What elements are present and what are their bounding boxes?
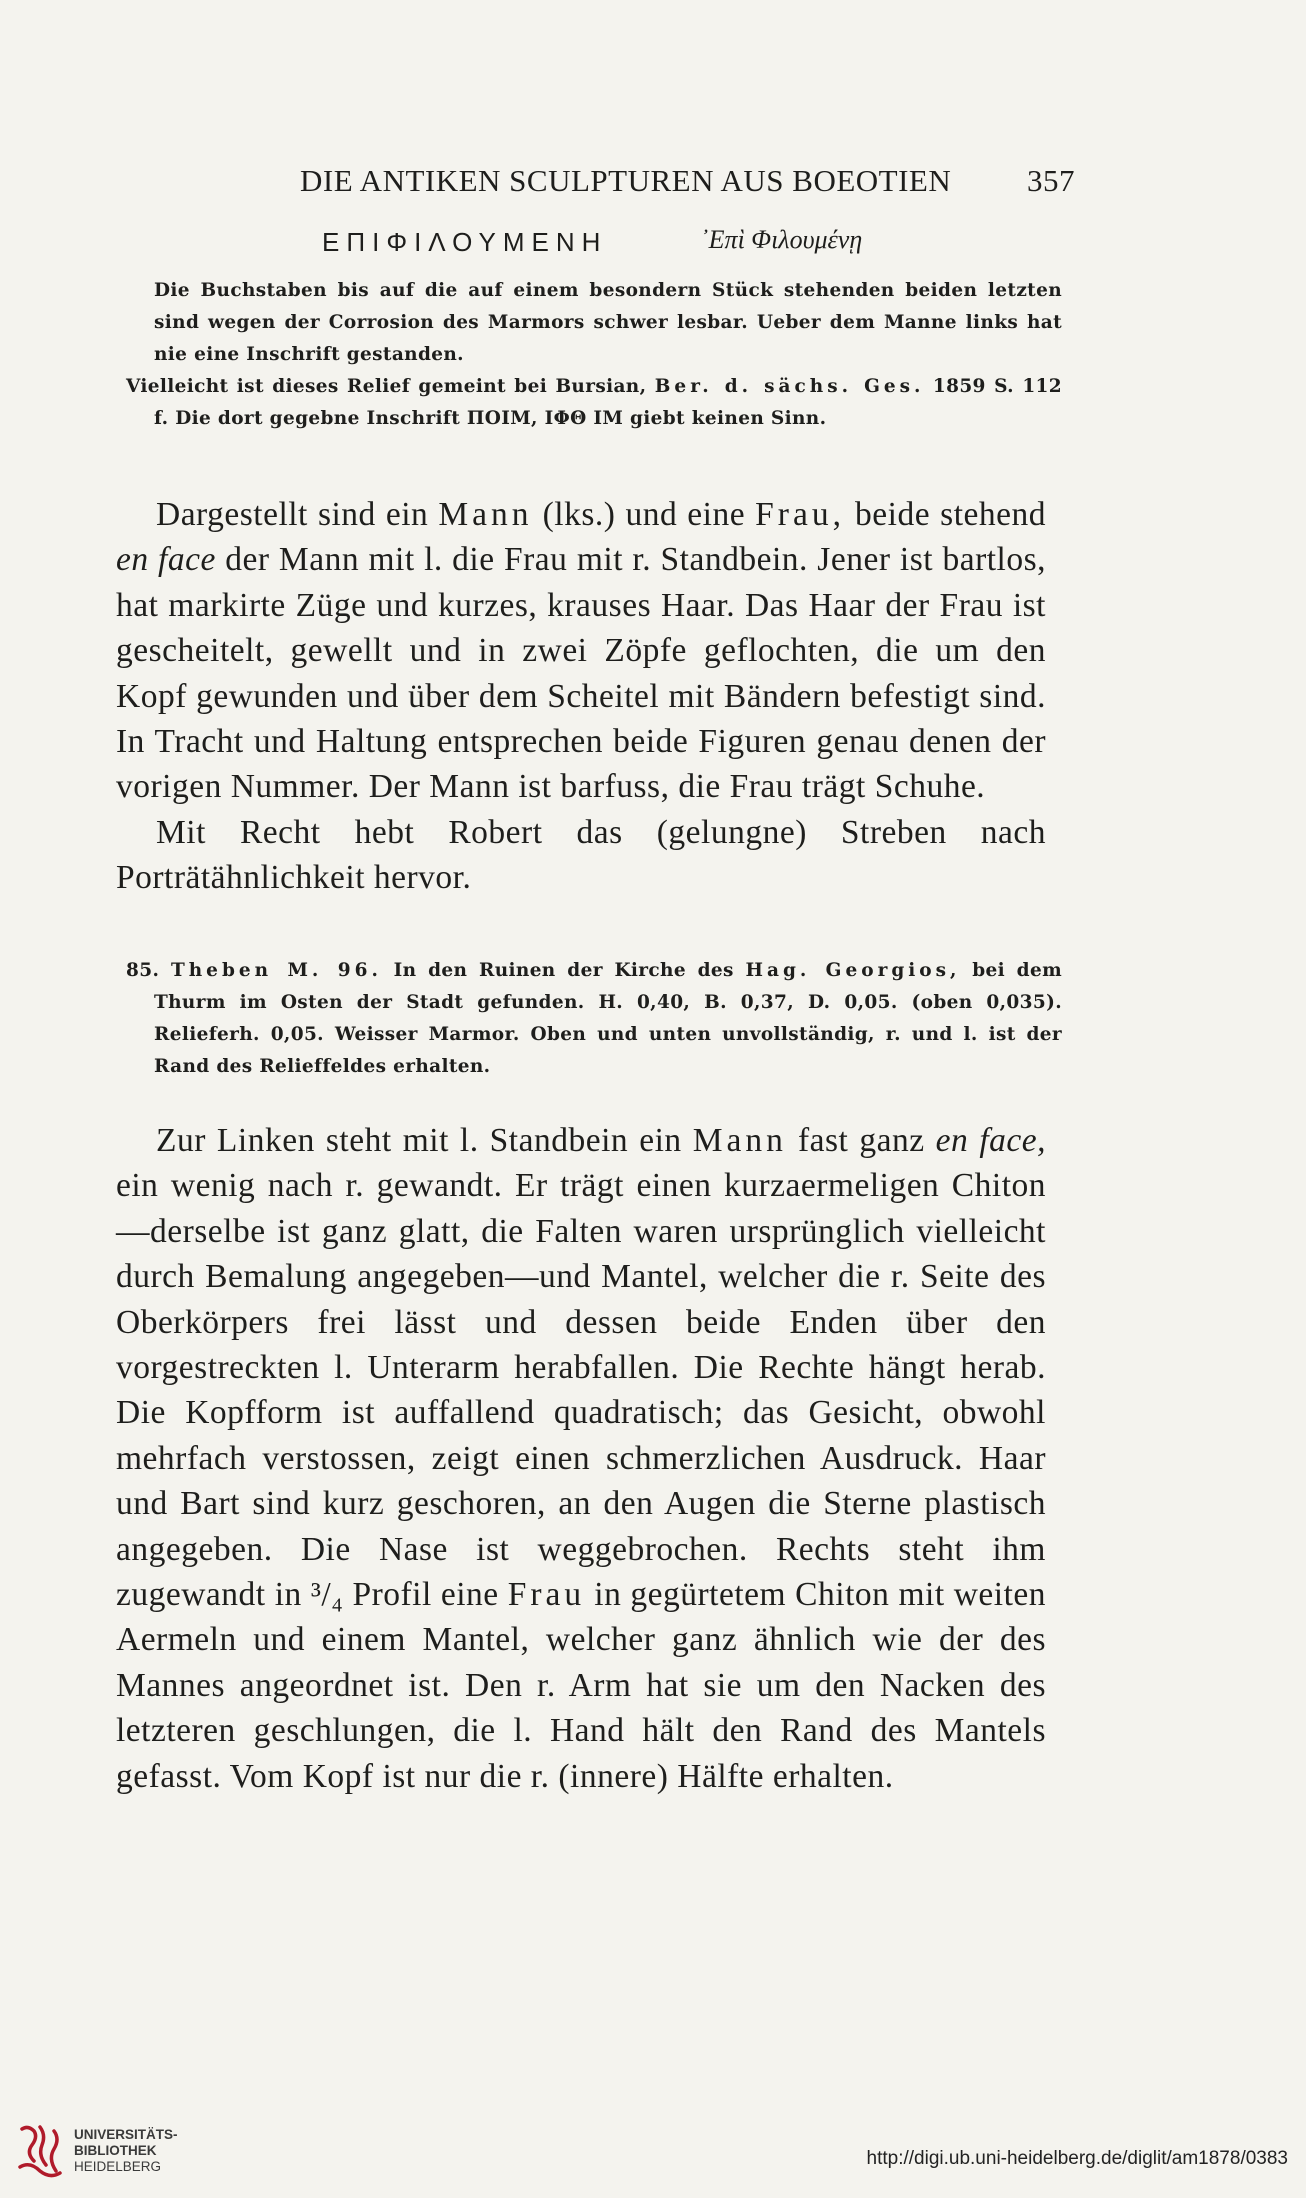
library-name: UNIVERSITÄTS- BIBLIOTHEK HEIDELBERG xyxy=(74,2127,178,2174)
entry-church: Hag. Georgios, xyxy=(745,960,961,981)
figure-frau: Frau, xyxy=(755,496,845,533)
inscription-note xyxy=(126,275,1062,435)
catalogue-entry-85: 85. Theben M. 96. In den Ruinen der Kirche des Hag. Georgios, bei dem Thurm im Osten der Stadt gefunden. H. 0,40, B. 0,37, D. 0,05. (oben 0,035). Relieferh. 0,05. Weisser Marmor. Oben und unten unvollständig, r. und l. ist der Rand des Relieffeldes erhalten. xyxy=(126,960,1063,1077)
library-seal-icon xyxy=(14,2121,66,2185)
figure-mann: Mann xyxy=(438,496,533,533)
source-url-link[interactable]: http://digi.ub.uni-heidelberg.de/diglit/am1878/0383 xyxy=(866,2148,1288,2169)
fraction: ³/₄ xyxy=(310,1576,344,1614)
inscription-transcription: ᾿Επὶ Φιλουμένῃ xyxy=(700,225,863,254)
greek-inscription: ΕΠΙΦΙΛΟΥΜΕΝΗ xyxy=(322,227,608,257)
figure-frau-2: Frau xyxy=(507,1576,586,1614)
figure-mann-2: Mann xyxy=(692,1122,787,1159)
term-en-face: en face xyxy=(116,541,216,579)
description-paragraph-2: Mit Recht hebt Robert das (gelungne) Streben nach Porträtähnlichkeit hervor. xyxy=(116,813,1046,897)
journal-reference: Ber. d. sächs. Ges. xyxy=(654,376,925,397)
entry-place: Theben M. 96. xyxy=(170,960,382,981)
entry-number: 85. xyxy=(126,960,160,981)
description-paragraph-3: Zur Linken steht mit l. Standbein ein Mann fast ganz en face, ein wenig nach r. gewandt. Er trägt einen kurzaermeligen Chiton—derselbe ist ganz glatt, die Falten waren ursprünglich vielleicht durch Bemalung angegeben—und Mantel, welcher die r. Seite des Oberkörpers frei lässt und dessen beide Enden über den vorgestreckten l. Unterarm herabfallen. Die Rechte hängt herab. Die Kopfform ist auffallend quadratisch; das Gesicht, obwohl mehrfach verstossen, zeigt einen schmerzlichen Ausdruck. Haar und Bart sind kurz geschoren, an den Augen die Sterne plastisch angegeben. Die Nase ist weggebrochen. Rechts steht ihm zugewandt in ³/₄ Profil eine Frau in gegürtetem Chiton mit weiten Aermeln und einem Mantel, welcher ganz ähnlich wie der des Mannes angeordnet ist. Den r. Arm hat sie um den Nacken des letzteren geschlungen, die l. Hand hält den Rand des Mantels gefasst. Vom Kopf ist nur die r. (innere) Hälfte erhalten. xyxy=(116,1122,1047,1795)
note-paragraph-1: Die Buchstaben bis auf die auf einem besondern Stück stehenden beiden letzten sind wegen der Corrosion des Marmors schwer lesbar. Ueber dem Manne links hat nie eine Inschrift gestanden. xyxy=(154,280,1062,365)
term-en-face-2: en face, xyxy=(935,1122,1047,1159)
description-paragraph-1: Dargestellt sind ein Mann (lks.) und eine Frau, beide stehend en face der Mann mit l. die Frau mit r. Standbein. Jener ist bartlos, hat markirte Züge und kurzes, krauses Haar. Das Haar der Frau ist gescheitelt, gewellt und in zwei Zöpfe geflochten, die um den Kopf gewunden und über dem Scheitel mit Bändern befestigt sind. In Tracht und Haltung entsprechen beide Figuren genau denen der vorigen Nummer. Der Mann ist barfuss, die Frau trägt Schuhe. Mit Recht hebt Robert das (gelungne) Streben nach Porträtähnlichkeit hervor. xyxy=(116,492,1046,901)
header-title: DIE ANTIKEN SCULPTUREN AUS BOEOTIEN xyxy=(300,163,952,198)
page-number: 357 xyxy=(1027,163,1075,198)
note-paragraph-2: Vielleicht ist dieses Relief gemeint bei Bursian, Ber. d. sächs. Ges. 1859 S. 112 f. Die dort gegebne Inschrift ΠΟΙΜ, ΙΦΘ ΙΜ giebt keinen Sinn. xyxy=(126,376,1063,429)
library-logo[interactable] xyxy=(10,2121,180,2193)
